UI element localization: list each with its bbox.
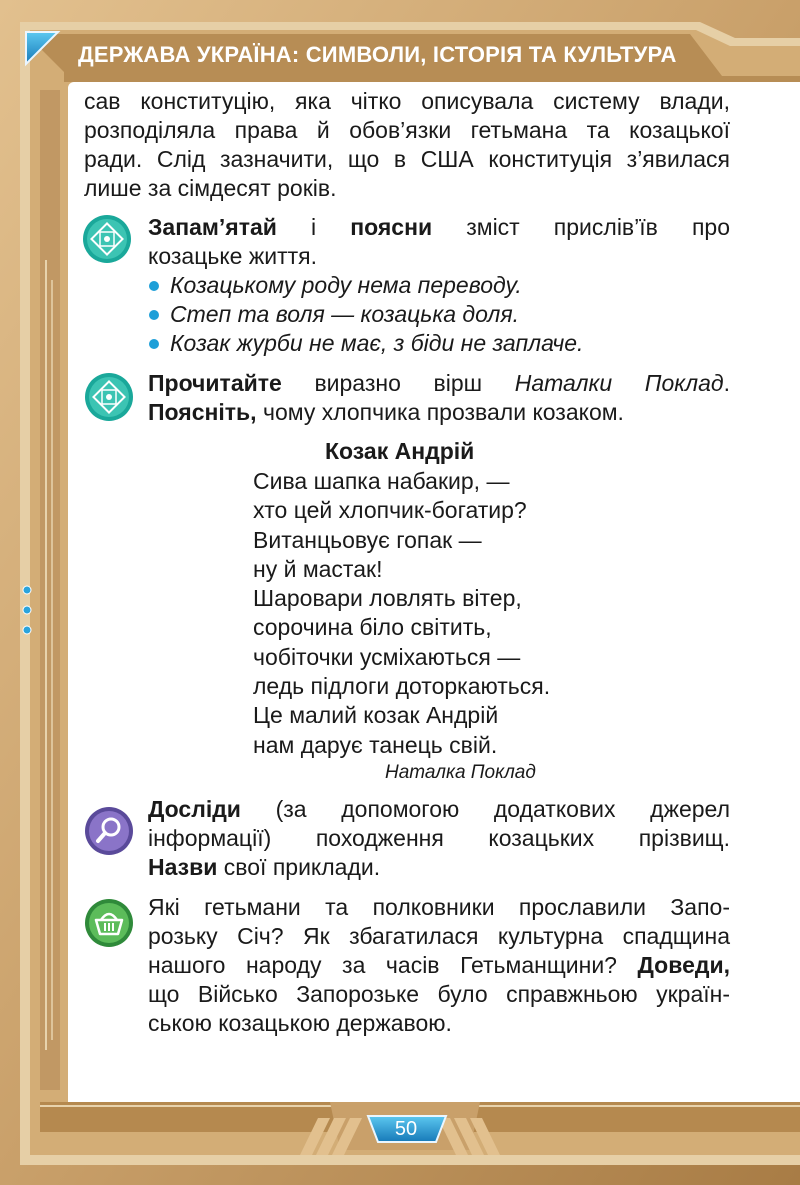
task2-text xyxy=(148,369,730,427)
task3-keyword-name: Назви xyxy=(148,854,218,880)
intro-line-2: розподіляла права й обов’язки гетьмана та козацької xyxy=(84,117,730,143)
intro-line-4: лише за сімдесят років. xyxy=(84,175,337,201)
intro-paragraph xyxy=(84,87,730,203)
task1-text xyxy=(148,213,730,271)
poem-line: ну й мастак! xyxy=(253,555,383,582)
task1-line-2: козацьке життя. xyxy=(148,243,317,269)
proverb-list xyxy=(148,271,748,358)
task4-line-5: ською козацькою державою. xyxy=(148,1010,452,1036)
task2-author: Наталки Поклад xyxy=(514,370,724,396)
task4-text xyxy=(148,893,730,1038)
task2-keyword-explain: Поясніть, xyxy=(148,399,257,425)
task4-keyword-prove: Доведи, xyxy=(637,952,730,978)
proverb-item: Козацькому роду нема переводу. xyxy=(148,271,748,300)
ornament-icon xyxy=(84,372,134,422)
poem-title: Козак Андрій xyxy=(325,438,475,464)
poem-line: чобіточки усміхаються — xyxy=(253,643,521,670)
poem-line: нам дарує танець свій. xyxy=(253,731,498,758)
task4-line-1: Які гетьмани та полковники прославили Запо- xyxy=(148,894,730,920)
task2-mid: виразно вірш xyxy=(281,370,515,396)
proverb-item: Козак журби не має, з біди не заплаче. xyxy=(148,329,748,358)
poem-line: сорочина біло світить, xyxy=(253,614,492,641)
task2-rest: чому хлопчика прозвали козаком. xyxy=(256,399,624,425)
basket-icon xyxy=(84,898,134,948)
poem-line: ледь підлоги доторкаються. xyxy=(253,673,551,700)
task3-rest: (за допомогою додаткових джерел xyxy=(240,796,730,822)
poem-line: Це малий козак Андрій xyxy=(253,702,499,729)
task1-rest: зміст прислів’їв про xyxy=(432,214,730,240)
task3-line-3 xyxy=(148,853,730,882)
intro-line-3: ради. Слід зазначити, що в США конституція з’явилася xyxy=(84,146,730,172)
task1-keyword-remember: Запам’ятай xyxy=(148,214,277,240)
poem-line: Витанцьовує гопак — xyxy=(253,526,482,553)
task2-line-1 xyxy=(148,369,730,398)
poem-author: Наталка Поклад xyxy=(385,762,536,783)
task3-line-1 xyxy=(148,795,730,824)
task2-dot: . xyxy=(723,370,730,396)
task2-line-2 xyxy=(148,398,730,427)
task4-line-3 xyxy=(148,951,730,980)
task3-examples: свої приклади. xyxy=(217,854,381,880)
task1-and: і xyxy=(276,214,351,240)
poem-body xyxy=(253,467,550,760)
ornament-icon xyxy=(82,214,132,264)
task4-line-2: розьку Січ? Як збагатилася культурна спадщина xyxy=(148,923,730,949)
task1-keyword-explain: поясни xyxy=(350,214,433,240)
chapter-title: ДЕРЖАВА УКРАЇНА: СИМВОЛИ, ІСТОРІЯ ТА КУЛЬТУРА xyxy=(78,42,677,67)
page-number: 50 xyxy=(394,1118,418,1140)
task3-keyword-research: Досліди xyxy=(148,796,241,822)
task4-question: нашого народу за часів Гетьманщини? xyxy=(148,952,638,978)
intro-line-1: сав конституцію, яка чітко описувала систему влади, xyxy=(84,88,730,114)
task2-keyword-read: Прочитайте xyxy=(148,370,282,396)
poem-line: Сива шапка набакир, — xyxy=(253,468,510,494)
magnifier-icon xyxy=(84,806,134,856)
proverb-item: Степ та воля — козацька доля. xyxy=(148,300,748,329)
task1-line-1 xyxy=(148,213,730,242)
poem-line: хто цей хлопчик-богатир? xyxy=(253,497,527,524)
task3-text xyxy=(148,795,730,882)
task3-line-2: інформації) походження козацьких прізвищ. xyxy=(148,825,730,851)
task4-line-4: що Військо Запорозьке було справжньою україн- xyxy=(148,981,730,1007)
poem-line: Шаровари ловлять вітер, xyxy=(253,585,522,612)
